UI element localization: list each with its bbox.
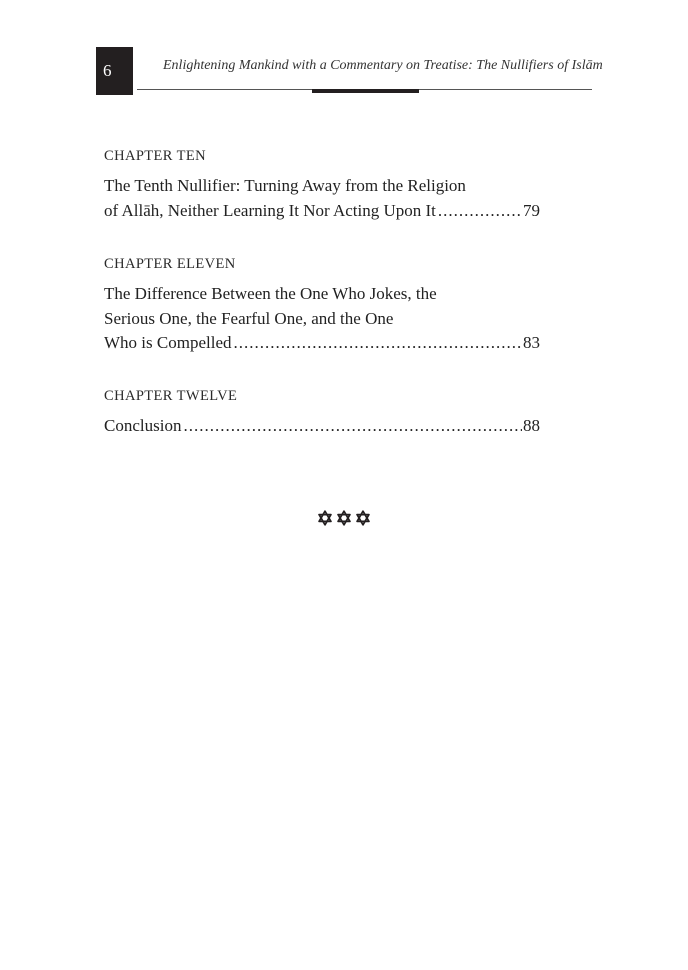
toc-entry-row[interactable]	[104, 199, 540, 224]
running-head: Enlightening Mankind with a Commentary on Treatise: The Nullifiers of Islām	[163, 58, 603, 73]
entry-title-line: of Allāh, Neither Learning It Nor Acting Upon It	[104, 200, 436, 220]
entry-title-line: Who is Compelled	[104, 333, 232, 352]
page-ref: 88	[523, 416, 540, 435]
toc-entry-row[interactable]	[104, 414, 540, 439]
entry-title-line: Serious One, the Fearful One, and the One	[104, 308, 394, 328]
entry-title-line: Conclusion	[104, 416, 182, 435]
chapter-heading: CHAPTER TEN	[104, 148, 207, 164]
section-ornament	[317, 508, 371, 528]
entry-title-line: The Difference Between the One Who Jokes, the	[104, 284, 437, 303]
toc-chapter-ten	[104, 146, 540, 254]
dot-leader	[183, 414, 522, 439]
dot-leader	[438, 199, 522, 224]
dot-leader	[233, 331, 522, 356]
chapter-heading: CHAPTER TWELVE	[104, 388, 238, 404]
entry-title-line: The Tenth Nullifier: Turning Away from the Religion	[104, 176, 466, 195]
toc-entry-row[interactable]	[104, 331, 540, 356]
page-number-tab	[96, 47, 133, 95]
page-ref: 79	[523, 200, 540, 220]
header-rule-mark	[312, 89, 419, 93]
toc-chapter-eleven	[104, 254, 540, 386]
star-of-david-outline-icon	[355, 510, 371, 526]
page-number: 6	[103, 61, 112, 80]
table-of-contents	[104, 146, 540, 439]
chapter-heading: CHAPTER ELEVEN	[104, 256, 236, 272]
page-ref: 83	[523, 333, 540, 352]
star-of-david-outline-icon	[317, 510, 333, 526]
star-of-david-outline-icon	[336, 510, 352, 526]
toc-chapter-twelve	[104, 386, 540, 439]
